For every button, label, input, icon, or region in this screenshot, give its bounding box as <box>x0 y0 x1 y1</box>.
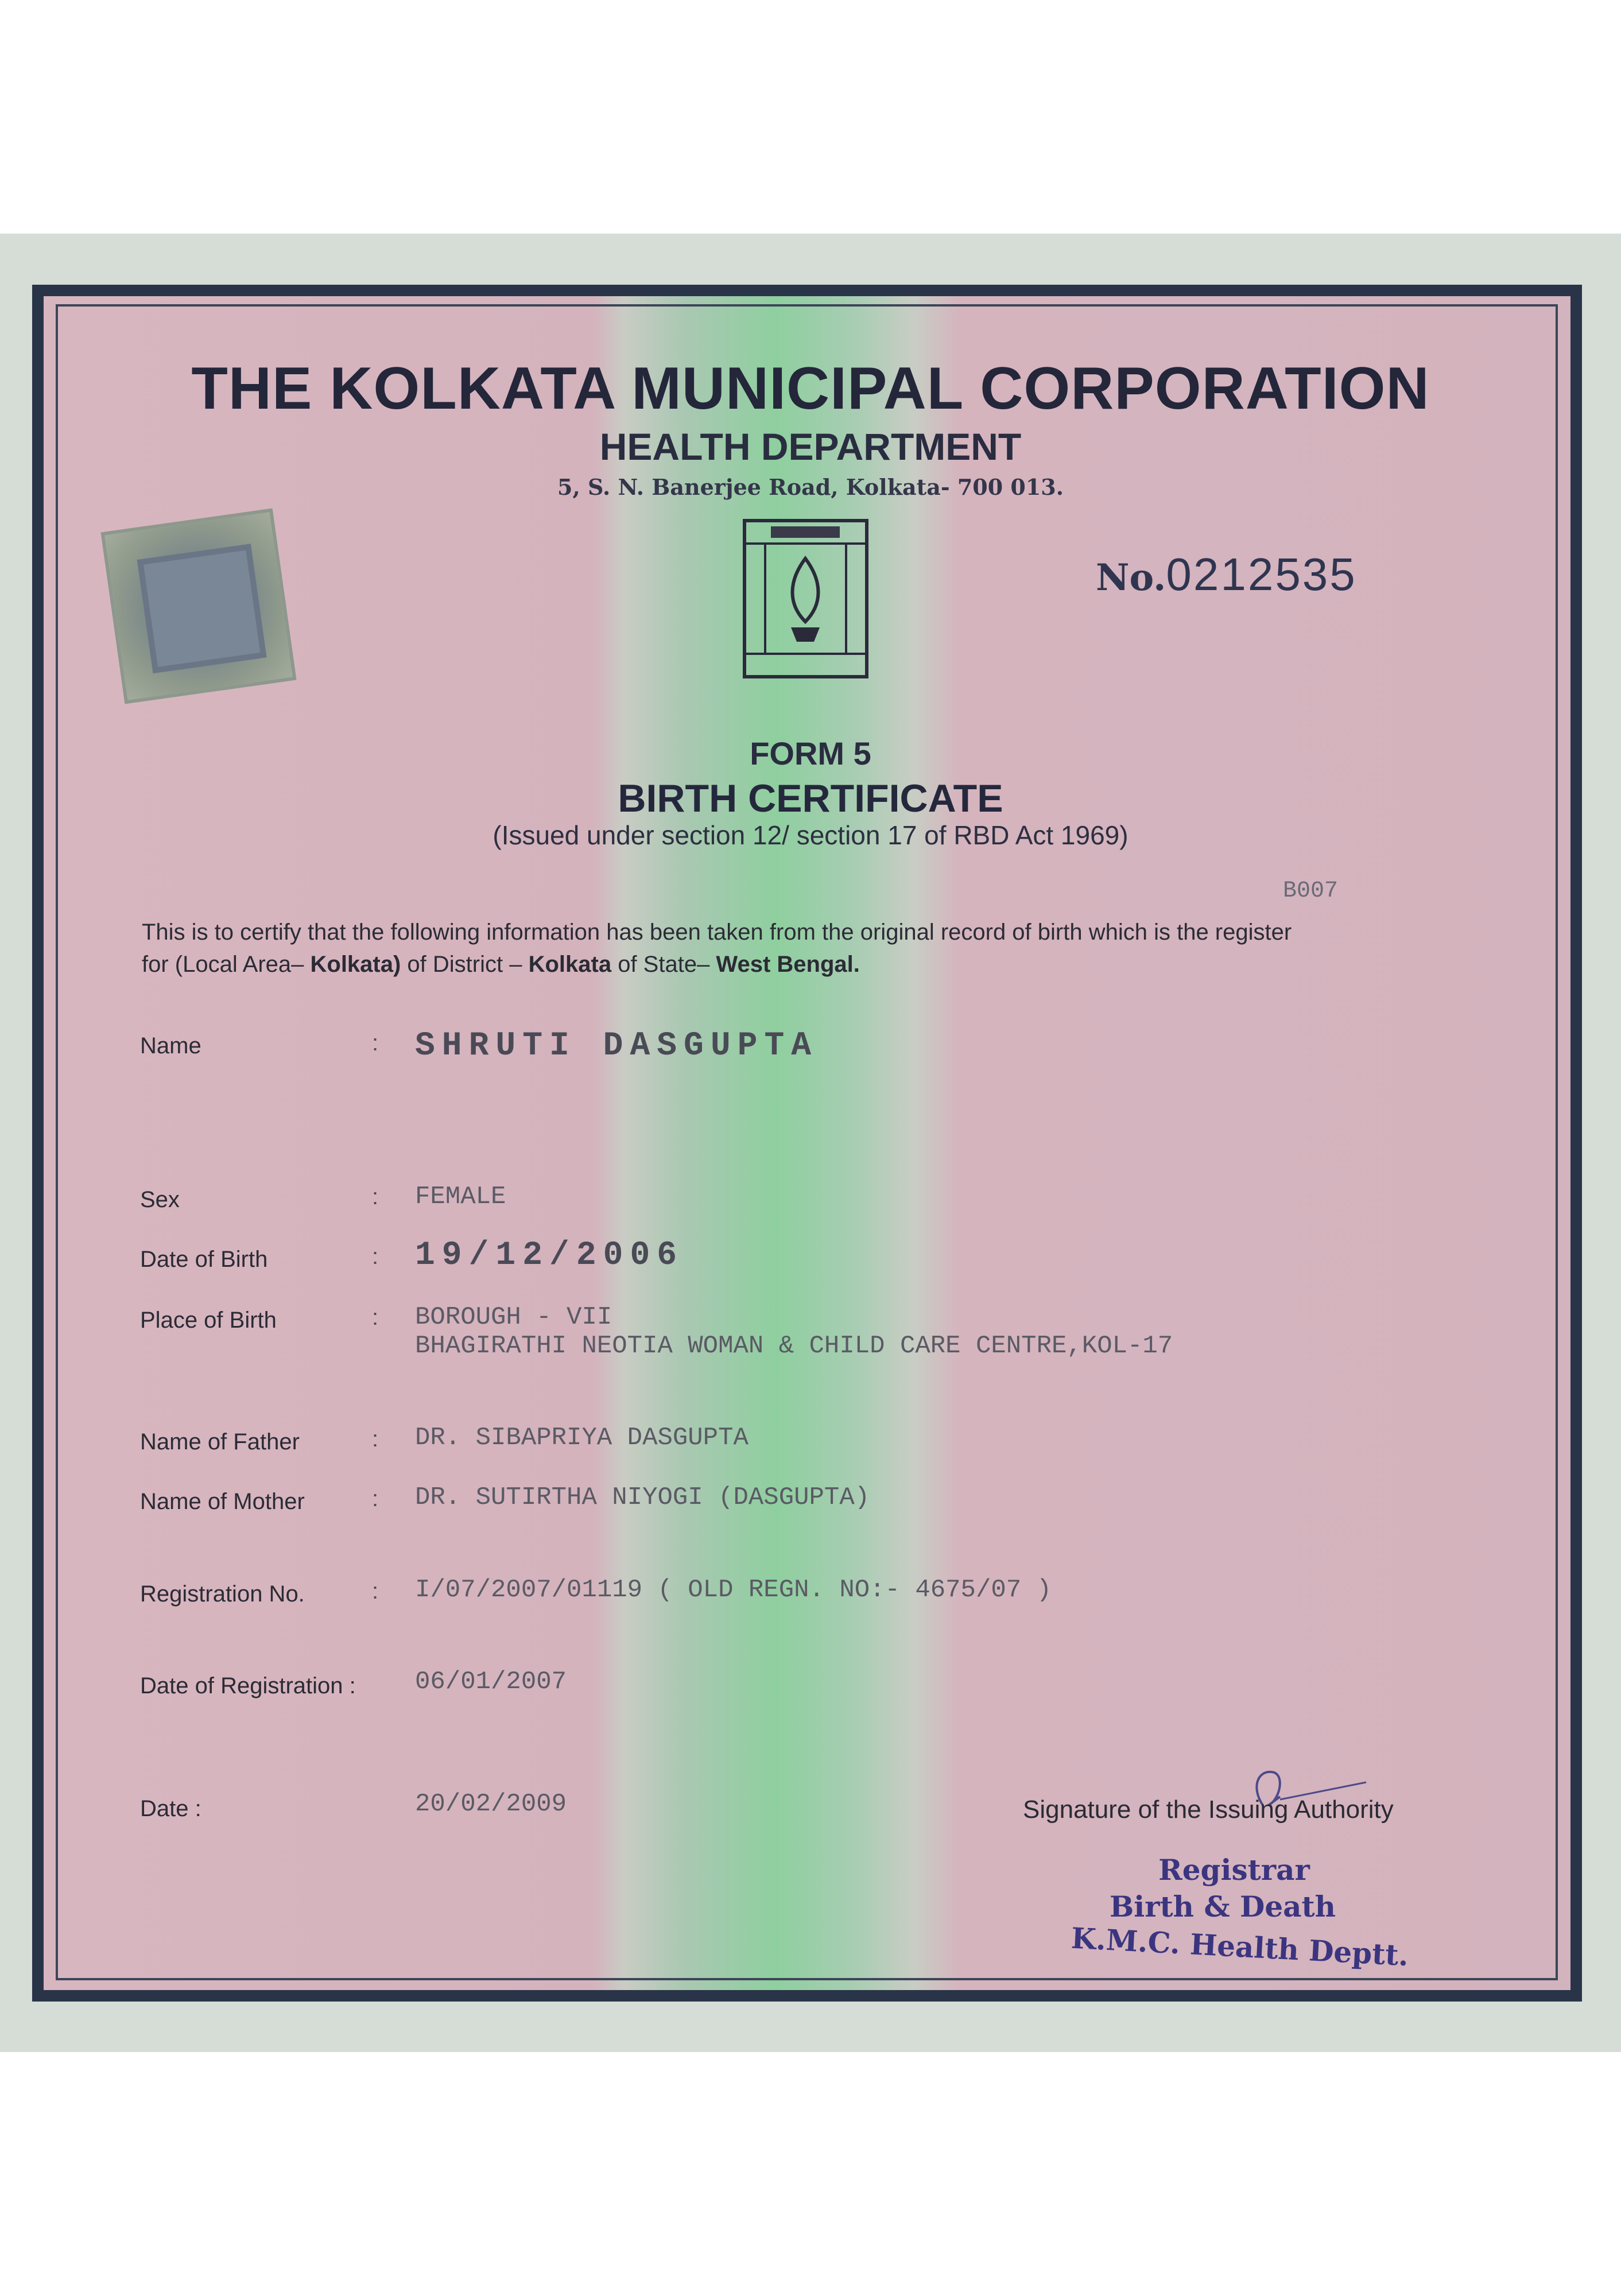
place-value-line2: BHAGIRATHI NEOTIA WOMAN & CHILD CARE CENTRE,KOL-17 <box>415 1332 1173 1360</box>
name-value: SHRUTI DASGUPTA <box>415 1027 819 1065</box>
colon: : <box>372 1305 379 1330</box>
signature-label: Signature of the Issuing Authority <box>1023 1795 1394 1824</box>
serial-value: 0212535 <box>1166 549 1357 600</box>
date-label: Date : <box>140 1796 201 1821</box>
date-value: 20/02/2009 <box>415 1790 567 1818</box>
certify-line-2: for (Local Area– Kolkata) of District – Kolkata of State– West Bengal. <box>142 952 860 977</box>
issuer-address: 5, S. N. Banerjee Road, Kolkata- 700 013. <box>557 474 1064 500</box>
office-code: B007 <box>1283 878 1339 904</box>
regdate-value: 06/01/2007 <box>415 1667 567 1696</box>
stamp-line-1: Registrar <box>1158 1853 1310 1887</box>
serial-number <box>1096 548 1357 601</box>
form-number: FORM 5 <box>750 735 871 771</box>
document-title: BIRTH CERTIFICATE <box>618 777 1003 820</box>
issuer-title: THE KOLKATA MUNICIPAL CORPORATION <box>191 355 1430 422</box>
dob-label: Date of Birth <box>140 1247 268 1272</box>
colon: : <box>372 1184 379 1209</box>
colon: : <box>372 1030 379 1056</box>
certify-line-1: This is to certify that the following information has been taken from the original record of birth which is the register <box>142 920 1292 945</box>
sex-label: Sex <box>140 1187 180 1212</box>
father-label: Name of Father <box>140 1429 300 1455</box>
colon: : <box>372 1578 379 1604</box>
sex-value: FEMALE <box>415 1182 506 1211</box>
regdate-label: Date of Registration : <box>140 1673 356 1698</box>
stamp-line-3: K.M.C. Health Deptt. <box>1070 1921 1410 1973</box>
place-label: Place of Birth <box>140 1308 277 1333</box>
mother-label: Name of Mother <box>140 1489 305 1514</box>
hologram-seal-icon <box>100 508 296 704</box>
department-title: HEALTH DEPARTMENT <box>599 425 1022 468</box>
name-label: Name <box>140 1033 201 1058</box>
regno-value: I/07/2007/01119 ( OLD REGN. NO:- 4675/07 ) <box>415 1576 1052 1604</box>
colon: : <box>372 1486 379 1511</box>
place-value-line1: BOROUGH - VII <box>415 1303 612 1332</box>
regno-label: Registration No. <box>140 1581 305 1607</box>
colon: : <box>372 1426 379 1452</box>
dob-value: 19/12/2006 <box>415 1237 684 1274</box>
mother-value: DR. SUTIRTHA NIYOGI (DASGUPTA) <box>415 1483 870 1512</box>
serial-prefix: No. <box>1096 556 1166 599</box>
stamp-line-2: Birth & Death <box>1109 1890 1336 1923</box>
kmc-emblem-icon <box>742 518 869 679</box>
father-value: DR. SIBAPRIYA DASGUPTA <box>415 1424 749 1452</box>
colon: : <box>372 1244 379 1269</box>
issued-under: (Issued under section 12/ section 17 of RBD Act 1969) <box>492 820 1129 850</box>
